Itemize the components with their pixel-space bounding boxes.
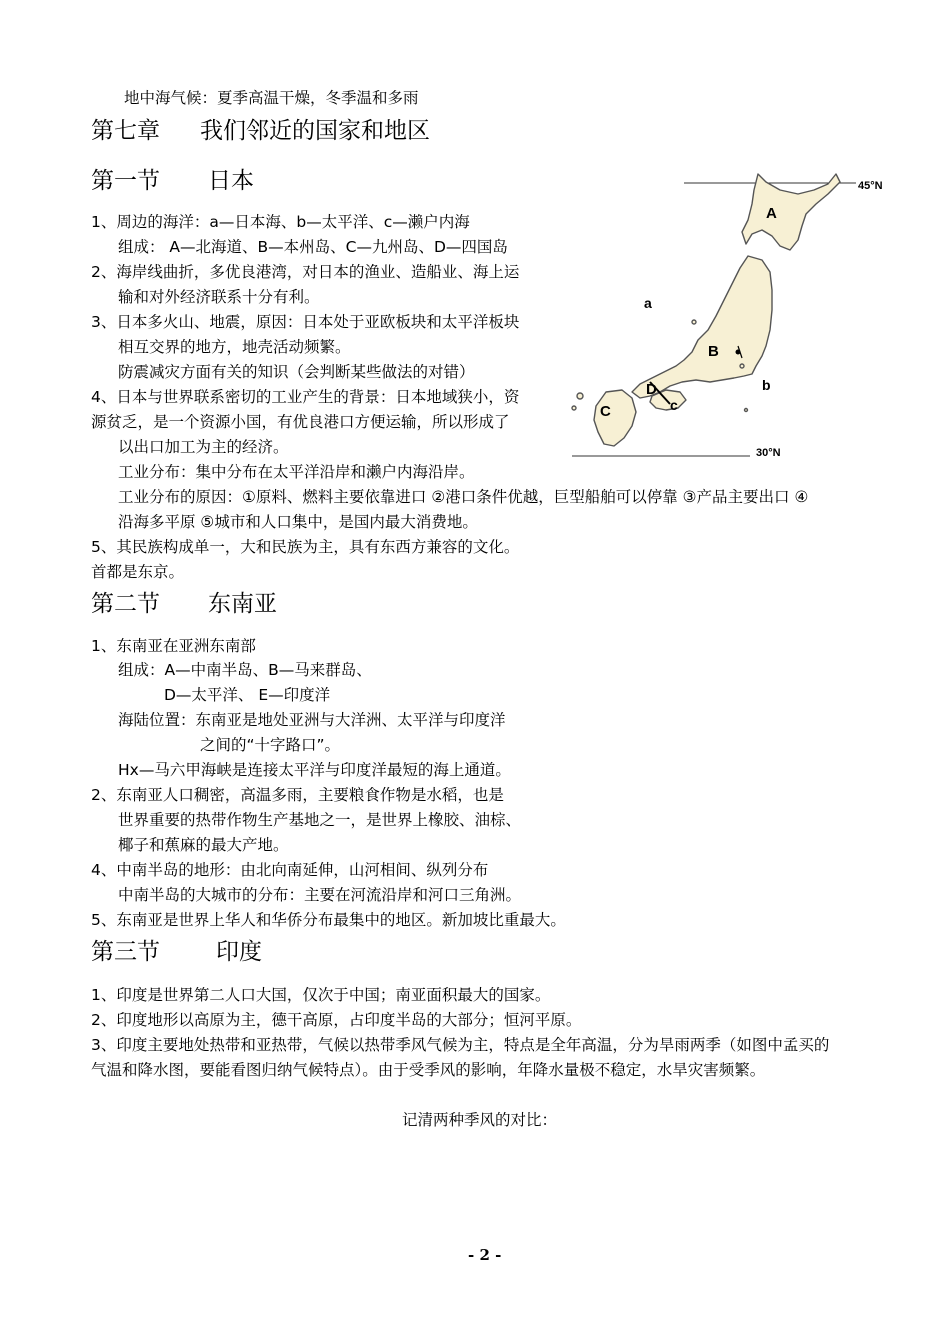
section2-heading — [91, 590, 277, 618]
island-dot — [692, 320, 696, 324]
s1-line-2: 组成： A—北海道、B—本州岛、C—九州岛、D—四国岛 — [118, 238, 508, 256]
chapter-heading — [91, 117, 430, 145]
s2-line-8: 世界重要的热带作物生产基地之一，是世界上橡胶、油棕、 — [118, 811, 522, 829]
island-dot — [572, 406, 576, 410]
s2-line-1: 1、东南亚在亚洲东南部 — [91, 637, 256, 655]
s3-line-1: 1、印度是世界第二人口大国，仅次于中国；南亚面积最大的国家。 — [91, 986, 551, 1004]
s3-line-3: 3、印度主要地处热带和亚热带，气候以热带季风气候为主，特点是全年高温，分为旱雨两季（如图中孟买的 — [91, 1036, 830, 1054]
s2-line-10: 4、中南半岛的地形：由北向南延伸，山河相间、纵列分布 — [91, 861, 489, 879]
hokkaido-island — [742, 174, 840, 250]
intro-line: 地中海气候：夏季高温干燥，冬季温和多雨 — [124, 89, 419, 107]
s1-line-9: 源贫乏，是一个资源小国，有优良港口方便运输，所以形成了 — [91, 413, 510, 431]
s3-line-4: 气温和降水图，要能看图归纳气候特点）。由于受季风的影响，年降水量极不稳定，水旱灾害频繁。 — [91, 1061, 766, 1079]
s3-line-2: 2、印度地形以高原为主，德干高原，占印度半岛的大部分；恒河平原。 — [91, 1011, 582, 1029]
japan-map — [566, 160, 896, 472]
s1-line-1: 1、周边的海洋：a—日本海、b—太平洋、c—濑户内海 — [91, 213, 470, 231]
s2-line-3: D—太平洋、 E—印度洋 — [164, 686, 331, 704]
s1-line-14: 5、其民族构成单一，大和民族为主，具有东西方兼容的文化。 — [91, 538, 520, 556]
label-c: c — [670, 397, 678, 413]
page-number: - 2 - — [468, 1246, 502, 1264]
s1-line-6: 相互交界的地方，地壳活动频繁。 — [118, 338, 351, 356]
label-C: C — [600, 403, 611, 420]
s1-line-3: 2、海岸线曲折，多优良港湾，对日本的渔业、造船业、海上运 — [91, 263, 520, 281]
s2-line-9: 椰子和蕉麻的最大产地。 — [118, 836, 289, 854]
island-dot — [740, 364, 744, 368]
s1-line-15: 首都是东京。 — [91, 563, 185, 581]
s1-line-5: 3、日本多火山、地震，原因：日本处于亚欧板块和太平洋板块 — [91, 313, 520, 331]
section3-heading — [91, 938, 262, 966]
section1-title: 日本 — [208, 168, 254, 194]
s2-line-6: Hx—马六甲海峡是连接太平洋与印度洋最短的海上通道。 — [118, 761, 511, 779]
chapter-number: 第七章 — [91, 118, 160, 144]
s1-line-7: 防震减灾方面有关的知识（会判断某些做法的对错） — [118, 363, 475, 381]
latitude-45-label: 45°N — [858, 180, 883, 192]
s2-line-4: 海陆位置：东南亚是地处亚洲与大洋洲、太平洋与印度洋 — [118, 711, 506, 729]
section3-title: 印度 — [216, 939, 262, 965]
island-dot — [745, 409, 748, 412]
s2-line-11: 中南半岛的大城市的分布：主要在河流沿岸和河口三角洲。 — [118, 886, 522, 904]
island-dot — [577, 393, 583, 399]
label-A: A — [766, 205, 777, 222]
latitude-30-label: 30°N — [756, 447, 781, 459]
s1-line-10: 以出口加工为主的经济。 — [118, 438, 289, 456]
honshu-island — [632, 256, 772, 398]
label-B: B — [708, 343, 719, 360]
s1-line-12: 工业分布的原因：①原料、燃料主要依靠进口 ②港口条件优越，巨型船舶可以停靠 ③产品主要出口 ④ — [118, 488, 809, 506]
s1-line-11: 工业分布：集中分布在太平洋沿岸和濑户内海沿岸。 — [118, 463, 475, 481]
section1-heading — [91, 167, 254, 195]
section2-title: 东南亚 — [208, 591, 277, 617]
label-D: D — [646, 381, 657, 398]
monsoon-compare-note: 记清两种季风的对比： — [402, 1111, 558, 1129]
s2-line-12: 5、东南亚是世界上华人和华侨分布最集中的地区。新加坡比重最大。 — [91, 911, 566, 929]
s1-line-13: 沿海多平原 ⑤城市和人口集中，是国内最大消费地。 — [118, 513, 478, 531]
label-b: b — [762, 377, 771, 393]
label-a: a — [644, 295, 652, 311]
s2-line-5: 之间的“十字路口”。 — [200, 736, 341, 754]
section3-number: 第三节 — [91, 939, 160, 965]
s1-line-8: 4、日本与世界联系密切的工业产生的背景：日本地域狭小，资 — [91, 388, 520, 406]
s2-line-7: 2、东南亚人口稠密，高温多雨，主要粮食作物是水稻，也是 — [91, 786, 504, 804]
section1-number: 第一节 — [91, 168, 160, 194]
section2-number: 第二节 — [91, 591, 160, 617]
s1-line-4: 输和对外经济联系十分有利。 — [118, 288, 320, 306]
chapter-title: 我们邻近的国家和地区 — [200, 118, 430, 144]
s2-line-2: 组成：A—中南半岛、B—马来群岛、 — [118, 661, 372, 679]
